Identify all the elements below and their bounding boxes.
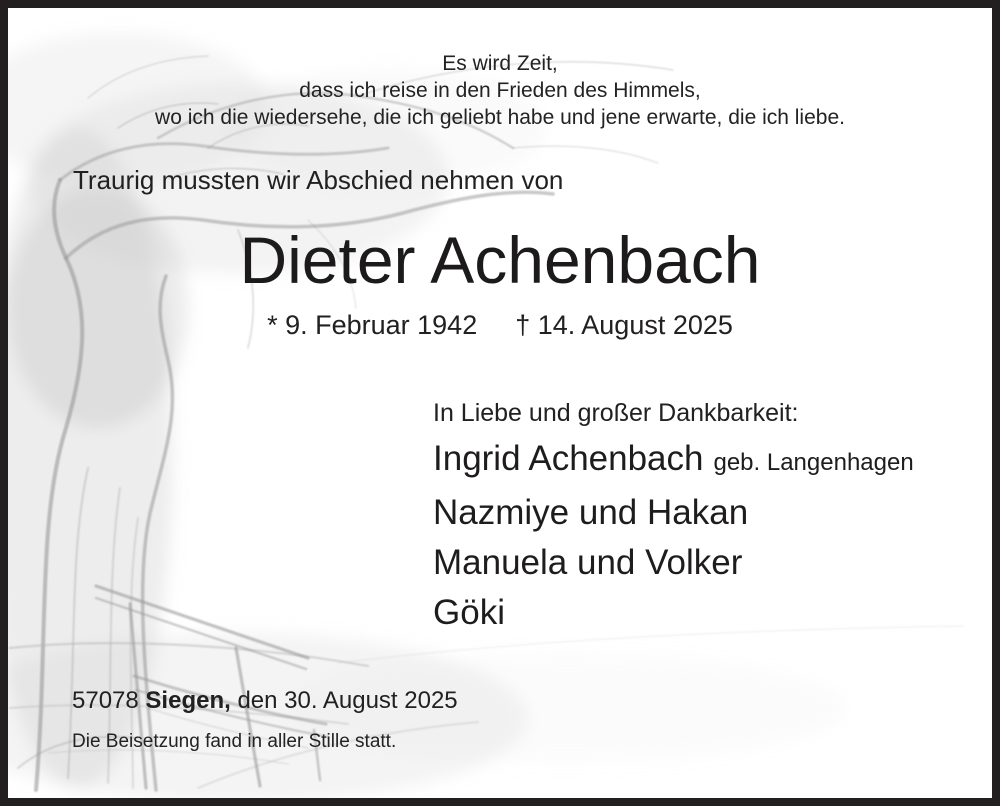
family-member [433, 488, 914, 538]
death-date: † 14. August 2025 [515, 310, 733, 340]
epigraph-verse [8, 50, 992, 131]
epigraph-line-3: wo ich die wiedersehe, die ich geliebt habe und jene erwarte, die ich liebe. [155, 106, 845, 129]
date-line: den 30. August 2025 [237, 687, 458, 714]
family-member-name: Göki [433, 593, 505, 632]
burial-note: Die Beisetzung fand in aller Stille statt. [72, 731, 397, 752]
postal-code: 57078 [72, 687, 139, 714]
city: Siegen, [145, 687, 231, 714]
family-list [433, 434, 914, 638]
place-date-line [72, 686, 458, 716]
epigraph-line-1: Es wird Zeit, [442, 52, 558, 75]
family-member-name: Ingrid Achenbach [433, 439, 704, 478]
family-heading: In Liebe und großer Dankbarkeit: [433, 399, 799, 427]
life-dates [8, 309, 992, 342]
epigraph-line-2: dass ich reise in den Frieden des Himmels, [299, 79, 701, 102]
family-member-suffix: geb. Langenhagen [713, 449, 914, 476]
family-member [433, 434, 914, 488]
family-member [433, 588, 914, 638]
intro-line: Traurig mussten wir Abschied nehmen von [73, 165, 564, 195]
family-member-name: Nazmiye und Hakan [433, 493, 749, 532]
family-member [433, 538, 914, 588]
birth-date: * 9. Februar 1942 [267, 310, 478, 340]
deceased-name: Dieter Achenbach [239, 223, 761, 297]
family-member-name: Manuela und Volker [433, 543, 743, 582]
